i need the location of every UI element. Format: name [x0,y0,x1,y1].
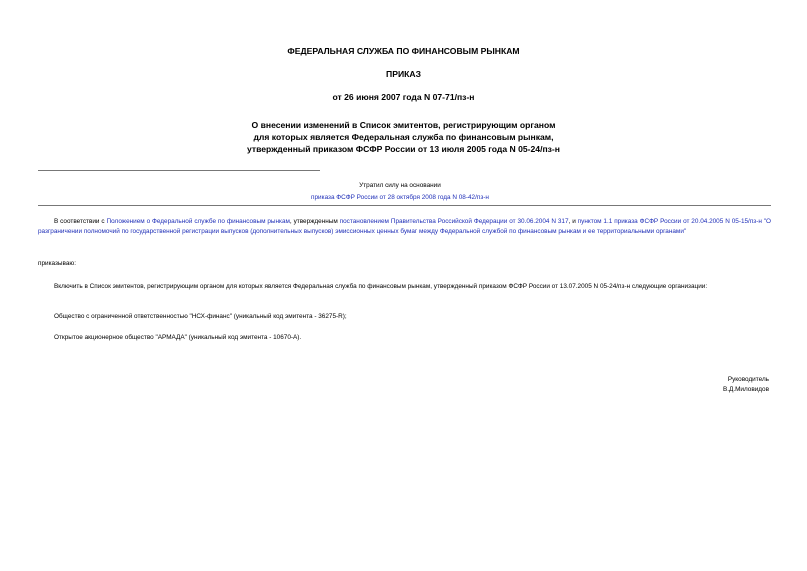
repeal-order-link[interactable]: приказа ФСФР России от 28 октября 2008 года N 08-42/пз-н [311,194,489,201]
signatory-position: Руководитель [727,376,769,383]
preamble-text: , утвержденным [289,218,340,225]
regulation-link[interactable]: Положением о Федеральной службе по финансовым рынкам [106,218,290,225]
document-type: ПРИКАЗ [386,69,421,79]
title-line-1: О внесении изменений в Список эмитентов, регистрирующим органом [251,120,556,130]
signatory-name: В.Д.Миловидов [722,386,769,393]
repeal-status-text: Утратил силу на основании [359,182,441,189]
full-divider [38,205,771,206]
preamble-text: , и [568,218,578,225]
agency-heading: ФЕДЕРАЛЬНАЯ СЛУЖБА ПО ФИНАНСОВЫМ РЫНКАМ [287,46,520,56]
short-divider [38,170,320,171]
document-date-number: от 26 июня 2007 года N 07-71/пз-н [332,92,475,102]
signature-block [723,375,769,395]
order-word: приказываю: [38,260,76,267]
preamble-text: В соответствии с [54,218,107,225]
organization-item: Открытое акционерное общество "АРМАДА" (уникальный код эмитента - 10670-А). [54,334,302,341]
preamble-paragraph [38,217,771,236]
government-resolution-link[interactable]: постановлением Правительства Российской Федерации от 30.06.2004 N 317 [339,218,569,225]
order-clause-link[interactable]: пунктом 1.1 приказа ФСФР России от 20.04.2005 N 05-15/пз-н "О разграничении полномочий по государственной регистрации выпусков (дополнительных выпусков) эмиссионных ценных бумаг между Федеральной службой по финансовым рынкам и ее территориальными органами" [38,218,772,235]
title-line-3: утвержденный приказом ФСФР России от 13 июля 2005 года N 05-24/пз-н [247,144,560,154]
order-paragraph: Включить в Список эмитентов, регистрирующим органом для которых является Федеральная служба по финансовым рынкам, утвержденный приказом ФСФР России от 13.07.2005 N 05-24/пз-н следующие организации: [54,283,708,290]
title-line-2: для которых является Федеральная служба по финансовым рынкам, [253,132,554,142]
repeal-status [260,180,540,204]
organization-item: Общество с ограниченной ответственностью "НСХ-финанс" (уникальный код эмитента - 36275-R); [54,313,347,320]
